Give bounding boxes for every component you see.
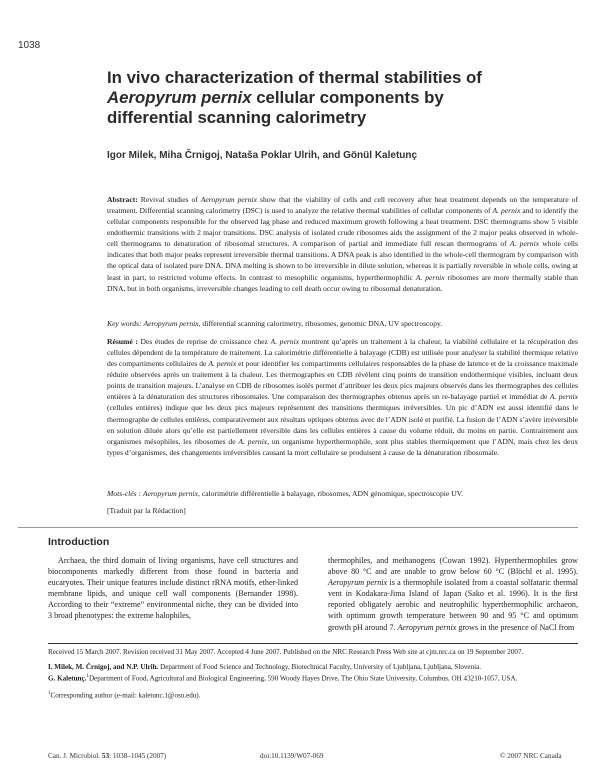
text-run: Revival studies of	[137, 195, 201, 204]
title-species: Aeropyrum pernix	[107, 88, 252, 107]
text-run: , un organisme hyperthermophile, sont plus stables thermiquement que l’ADN, mais chez les deux types d’organismes, des changements irréversibles causant la mort cellulaire se produisent à cause de la dénaturation ribosomale.	[107, 436, 579, 457]
corresponding-mark: 1	[48, 691, 51, 697]
text-run: (cellules entières) indique que les deux pics majeurs représentent des transitions thermiques irréversibles. Un pic d’ADN est aussi identifié dans le thermographe de cellules entières, comparativement aux résultats optiques obtenus avec de l’ADN isolé et purifié. La fusion de l’ADN s’avère irréversible en solution diluée alors qu’elle est partiellement réversible dans les cellules entières à cause du volume réduit, du moins en partie. Contrairement aux organismes mésophiles, les ribosomes de	[107, 403, 578, 446]
journal-citation	[48, 752, 166, 760]
italic-term: A. pernix	[492, 206, 521, 216]
italic-term: A. pernix	[415, 272, 445, 282]
italic-term: A. pernix	[549, 392, 578, 402]
text-run: , differential scanning calorimetry, ribosomes, genomic DNA, UV spectroscopy.	[198, 319, 443, 328]
mots-cles-text	[141, 489, 463, 498]
introduction-left-column	[48, 555, 298, 622]
journal-name: Can. J. Microbiol.	[48, 752, 102, 760]
abstract-text	[107, 195, 578, 293]
affiliation-2-mark: 1	[86, 674, 89, 680]
italic-term: A. pernix	[238, 436, 268, 446]
received-dates: Received 15 March 2007. Revision received 31 May 2007. Accepted 4 June 2007. Published on the NRC Research Press Web site at cjm.nrc.ca on 19 September 2007.	[48, 648, 524, 656]
text-run: montrent qu’après un traitement à la chaleur, la viabilité cellulaire et la récupération des cellules dépendent de la température de traitement. La calorimétrie différentielle à balayage (CDB) est utilisée pour analyser la stabilité thermique relative des compartiments cellulaires de	[107, 337, 579, 369]
affiliation-2	[48, 672, 578, 684]
affiliation-1-text: Department of Food Science and Technology, Biotechnical Faculty, University of Ljubljana, Ljubljana, Slovenia.	[158, 662, 482, 671]
title-line-1: In vivo characterization of thermal stabilities of	[107, 68, 482, 87]
translation-note: [Traduit par la Rédaction]	[107, 506, 186, 515]
affiliation-1	[48, 663, 578, 673]
text-run: grows in the presence of NaCl from	[456, 622, 575, 632]
text-run: et pour identifier les compartiments cellulaires responsables de la phase de latence et de la croissance maximale réduite observées après un traitement à la chaleur. Les thermographes en CDB révèlent cinq points de transition endothermique visibles, incluant deux points de transition majeurs. L’analyse en CDB de ribosomes isolés permet d’attribuer les deux pics majeurs observés dans les thermographes des cellules entières à la dénaturation des structures ribosomales. Une comparaison des thermographes obtenus après un re-balayage partiel et immédiat de	[107, 359, 579, 402]
corresponding-text: Corresponding author (e-mail: kaletunc.1@osu.edu).	[50, 691, 201, 700]
footnotes	[48, 643, 578, 701]
text-run: thermophiles, and methanogens (Cowan 1992). Hyperthermophiles grow above 80 °C and are unable to grow below 60 °C (Blöchl et al. 1995).	[328, 556, 578, 577]
text-run: whole cells indicates that both major peaks represent irreversible thermal transitions. A DNA peak is also identified in the whole-cell thermogram by comparison with the optical data of isolated pure DNA. DNA melting is shown to be irreversible in dilute solution, whereas it is partially reversible in whole cells, owing at least in part, to restricted volume effects. In contrast to mesophilic organisms, hyperthermophilic	[107, 239, 578, 282]
italic-term: A. pernix	[509, 239, 540, 249]
introduction-right-column	[328, 555, 578, 633]
author-list: Igor Milek, Miha Črnigoj, Nataša Poklar Ulrih, and Gönül Kaletunç	[107, 150, 418, 161]
affiliation-2-names: G. Kaletunç.	[48, 674, 87, 683]
footnote-rule	[48, 643, 578, 644]
italic-term: A. pernix	[208, 359, 237, 369]
italic-term: Aeropyrum pernix	[328, 578, 388, 588]
copyright: © 2007 NRC Canada	[500, 752, 562, 760]
text-run: , calorimétrie différentielle à balayage, ribosomes, ADN génomique, spectroscopie UV.	[198, 489, 464, 498]
section-divider	[18, 527, 578, 528]
text-run: show that the viability of cells and cell recovery after heat treatment depends on the temperature of treatment. Differential scanning calorimetry (DSC) is used to analyze the relative thermal stabilities of cellular components of	[107, 195, 578, 216]
text-run: is a thermophile isolated from a coastal solfataric thermal vent in Kodakara-Jima Island of Japan (Sako et al. 1996). It is the first reported obligately aerobic and neutrophilic hyperthermophilic archaeon, with optimum growth temperature between 90 and 95 °C and optimum growth pH around 7.	[328, 578, 578, 632]
page-number: 1038	[18, 40, 41, 51]
title-line-2: cellular components by	[251, 88, 444, 107]
corresponding-author	[48, 689, 578, 701]
mots-cles-label: Mots-clés :	[107, 489, 141, 498]
resume	[107, 336, 578, 458]
keywords	[107, 318, 578, 329]
doi: doi:10.1139/W07-069	[260, 752, 324, 760]
article-title	[107, 68, 577, 128]
italic-term: Aeropyrum pernix	[143, 319, 199, 328]
title-line-3: differential scanning calorimetry	[107, 108, 367, 127]
abstract	[107, 194, 578, 294]
abstract-label: Abstract:	[107, 195, 138, 204]
text-run: Archaea, the third domain of living organisms, have cell structures and biocomponents markedly different from those found in bacteria and eucaryotes. Their unique features include distinct rRNA motifs, ether-linked membrane lipids, and unique cell wall components (Bernander 1998). According to their “extreme” environmental niche, they can be divided into 3 broad phenotypes: the extreme halophiles,	[48, 556, 298, 621]
affiliation-1-names: I. Milek, M. Črnigoj, and N.P. Ulrih.	[48, 662, 159, 671]
keywords-label: Key words:	[107, 319, 142, 328]
affiliation-2-text: Department of Food, Agricultural and Biological Engineering, 590 Woody Hayes Drive, The Ohio State University, Columbus, OH 43210-1057, USA.	[88, 674, 518, 683]
italic-term: Aeropyrum pernix	[142, 489, 199, 498]
italic-term: Aeropyrum pernix	[200, 195, 258, 204]
text-run: and to identify the cellular components responsible for the observed lag phase and reduced maximum growth following a heat treatment. DSC thermograms show 5 visible endothermic transitions with 2 major transitions. DSC analysis of isolated crude ribosomes aids the assignment of the 2 major peaks observed in whole-cell thermograms to denaturation of ribosomal structures. A comparison of partial and immediate full rescan thermograms of	[107, 206, 578, 249]
resume-text	[107, 337, 578, 457]
text-run: ribosomes are more thermally stable than DNA, but in both organisms, irreversible changes leading to cell death occur owing to ribosomal denaturation.	[107, 272, 578, 293]
resume-label: Résumé :	[107, 337, 138, 346]
italic-term: A. pernix	[270, 337, 300, 346]
journal-volume: 53	[101, 752, 110, 760]
text-run: Des études de reprise de croissance chez	[137, 337, 271, 346]
introduction-heading: Introduction	[48, 536, 110, 548]
mots-cles	[107, 488, 578, 499]
journal-pages: : 1038–1045 (2007)	[109, 752, 167, 760]
keywords-text	[142, 319, 443, 328]
italic-term: Aeropyrum pernix	[397, 622, 457, 632]
